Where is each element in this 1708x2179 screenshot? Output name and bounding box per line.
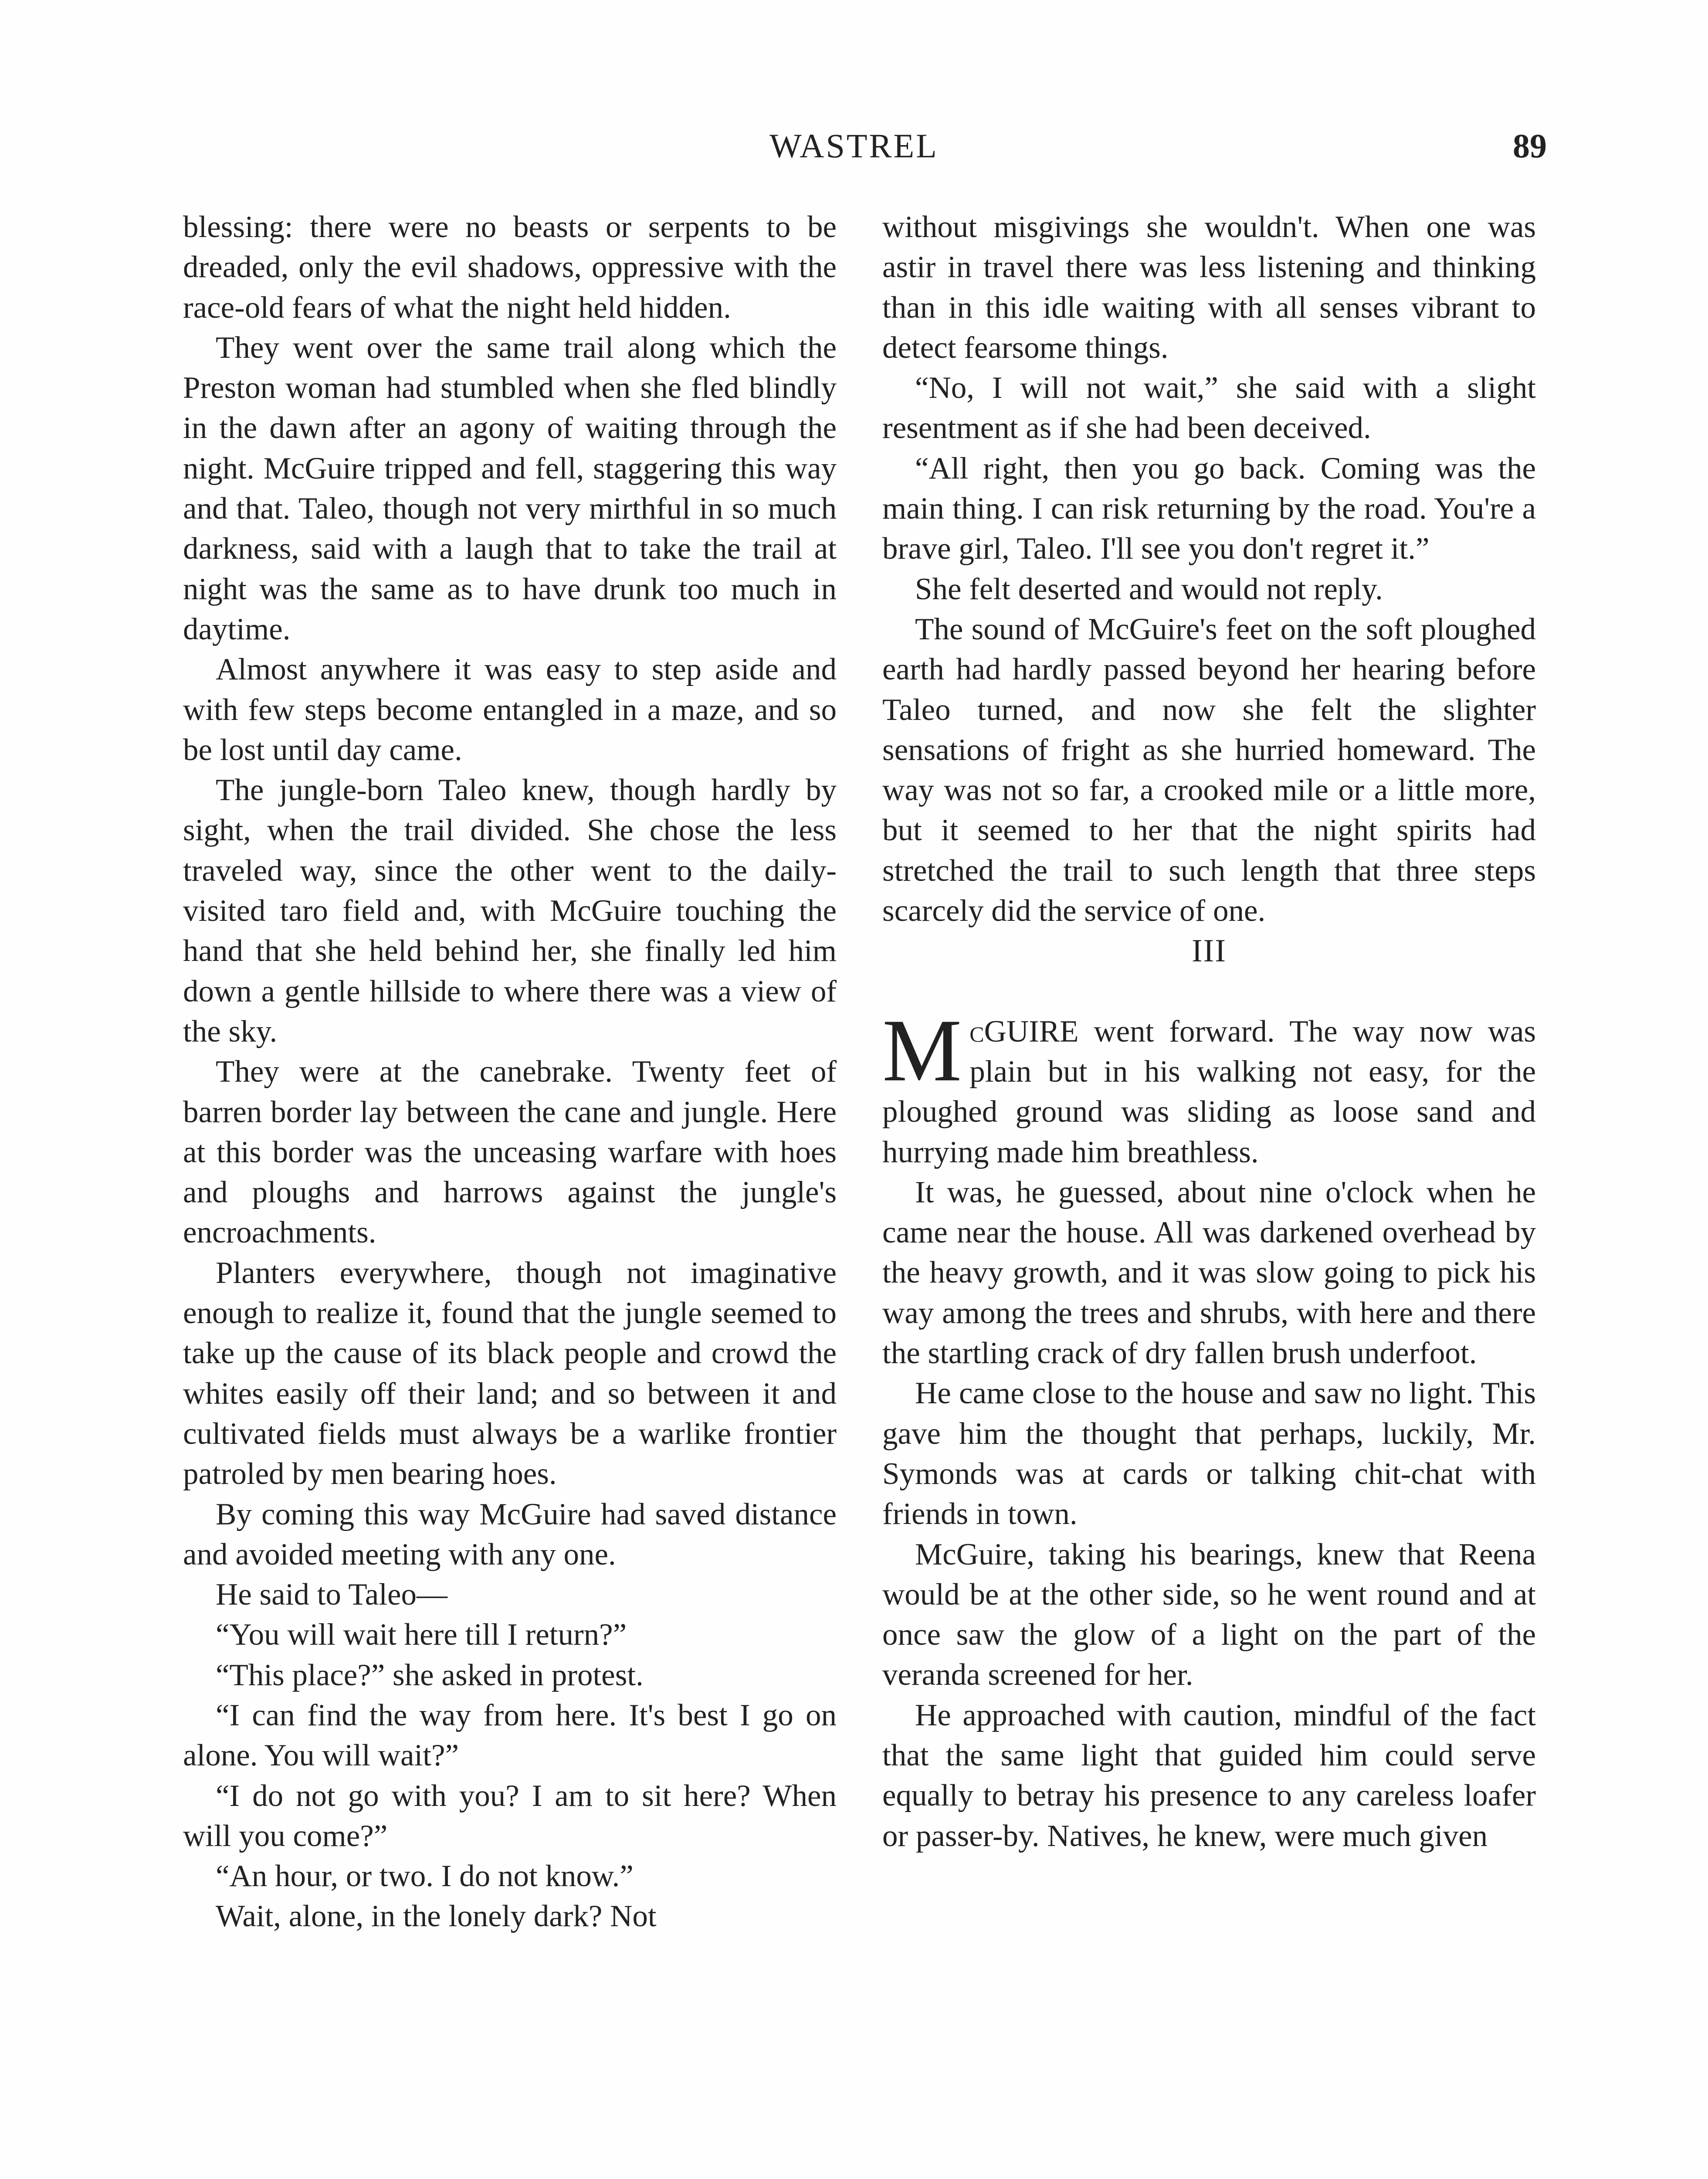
- paragraph: “You will wait here till I return?”: [216, 1618, 627, 1652]
- paragraph: Wait, alone, in the lonely dark? Not: [216, 1899, 657, 1934]
- paragraph: “No, I will not wait,” she said with a slight resentment as if she had been deceived.: [882, 371, 1536, 445]
- paragraph: He approached with caution, mindful of the fact that the same light that guided him could serve equally to betray his presence to any careless loafer or passer-by. Natives, he knew, were much given: [882, 1698, 1536, 1853]
- dropcap-paragraph-text: went forward. The way now was plain but in his walking not easy, for the ploughed ground was sliding as loose sand and hurrying made him breathless.: [882, 1014, 1536, 1169]
- paragraph: He said to Taleo—: [216, 1578, 448, 1612]
- paragraph: He came close to the house and saw no light. This gave him the thought that perhaps, luckily, Mr. Symonds was at cards or talking chit-chat with friends in town.: [882, 1376, 1536, 1531]
- paragraph: “This place?” she asked in protest.: [216, 1658, 644, 1692]
- small-caps-word: cGUIRE: [969, 1014, 1079, 1049]
- paragraph: She felt deserted and would not reply.: [915, 572, 1383, 606]
- paragraph: “I do not go with you? I am to sit here? When will you come?”: [183, 1778, 837, 1853]
- page-number: 89: [1513, 127, 1547, 165]
- paragraph: Planters everywhere, though not imaginative enough to realize it, found that the jungle seemed to take up the cause of its black people and crowd the whites easily off their land; and so between it and cultivated fields must always be a warlike frontier patroled by men bearing hoes.: [183, 1256, 837, 1491]
- paragraph: The sound of McGuire's feet on the soft ploughed earth had hardly passed beyond her hearing before Taleo turned, and now she felt the slighter sensations of fright as she hurried homeward. The way was not so far, a crooked mile or a little more, but it seemed to her that the night spirits had stretched the trail to such length that three steps scarcely did the service of one.: [882, 612, 1536, 928]
- dropcap-paragraph: [882, 1001, 1536, 1172]
- section-heading: III: [1192, 933, 1227, 969]
- paragraph: “All right, then you go back. Coming was the main thing. I can risk returning by the road. You're a brave girl, Taleo. I'll see you don't regret it.”: [882, 451, 1536, 566]
- paragraph: “An hour, or two. I do not know.”: [216, 1859, 634, 1894]
- paragraph: The jungle-born Taleo knew, though hardly by sight, when the trail divided. She chose the less traveled way, since the other went to the daily-visited taro field and, with McGuire touching the hand that she held behind her, she finally led him down a gentle hillside to where there was a view of the sky.: [183, 773, 837, 1049]
- paragraph: without misgivings she wouldn't. When one was astir in travel there was less listening and thinking than in this idle waiting with all senses vibrant to detect fearsome things.: [882, 210, 1536, 365]
- right-column: [882, 207, 1536, 2179]
- running-title: WASTREL: [769, 127, 939, 165]
- paragraph: They were at the canebrake. Twenty feet of barren border lay between the cane and jungle. Here at this border was the unceasing warfare with hoes and ploughs and harrows against the jungle's encroachments.: [183, 1055, 837, 1250]
- paragraph: Almost anywhere it was easy to step aside and with few steps become entangled in a maze, and so be lost until day came.: [183, 652, 837, 767]
- paragraph: By coming this way McGuire had saved distance and avoided meeting with any one.: [183, 1497, 837, 1571]
- paragraph: It was, he guessed, about nine o'clock when he came near the house. All was darkened overhead by the heavy growth, and it was slow going to pick his way among the trees and shrubs, with here and there the startling crack of dry fallen brush underfoot.: [882, 1175, 1536, 1371]
- paragraph: They went over the same trail along which the Preston woman had stumbled when she fled blindly in the dawn after an agony of waiting through the night. McGuire tripped and fell, staggering this way and that. Taleo, though not very mirthful in so much darkness, said with a laugh that to take the trail at night was the same as to have drunk too much in daytime.: [183, 330, 837, 646]
- page-header: [0, 122, 1708, 170]
- left-column: [183, 207, 837, 2179]
- paragraph: blessing: there were no beasts or serpents to be dreaded, only the evil shadows, oppressive with the race-old fears of what the night held hidden.: [183, 210, 837, 325]
- drop-cap: M: [882, 1001, 962, 1100]
- paragraph: “I can find the way from here. It's best I go on alone. You will wait?”: [183, 1698, 837, 1773]
- paragraph: McGuire, taking his bearings, knew that Reena would be at the other side, so he went round and at once saw the glow of a light on the part of the veranda screened for her.: [882, 1537, 1536, 1692]
